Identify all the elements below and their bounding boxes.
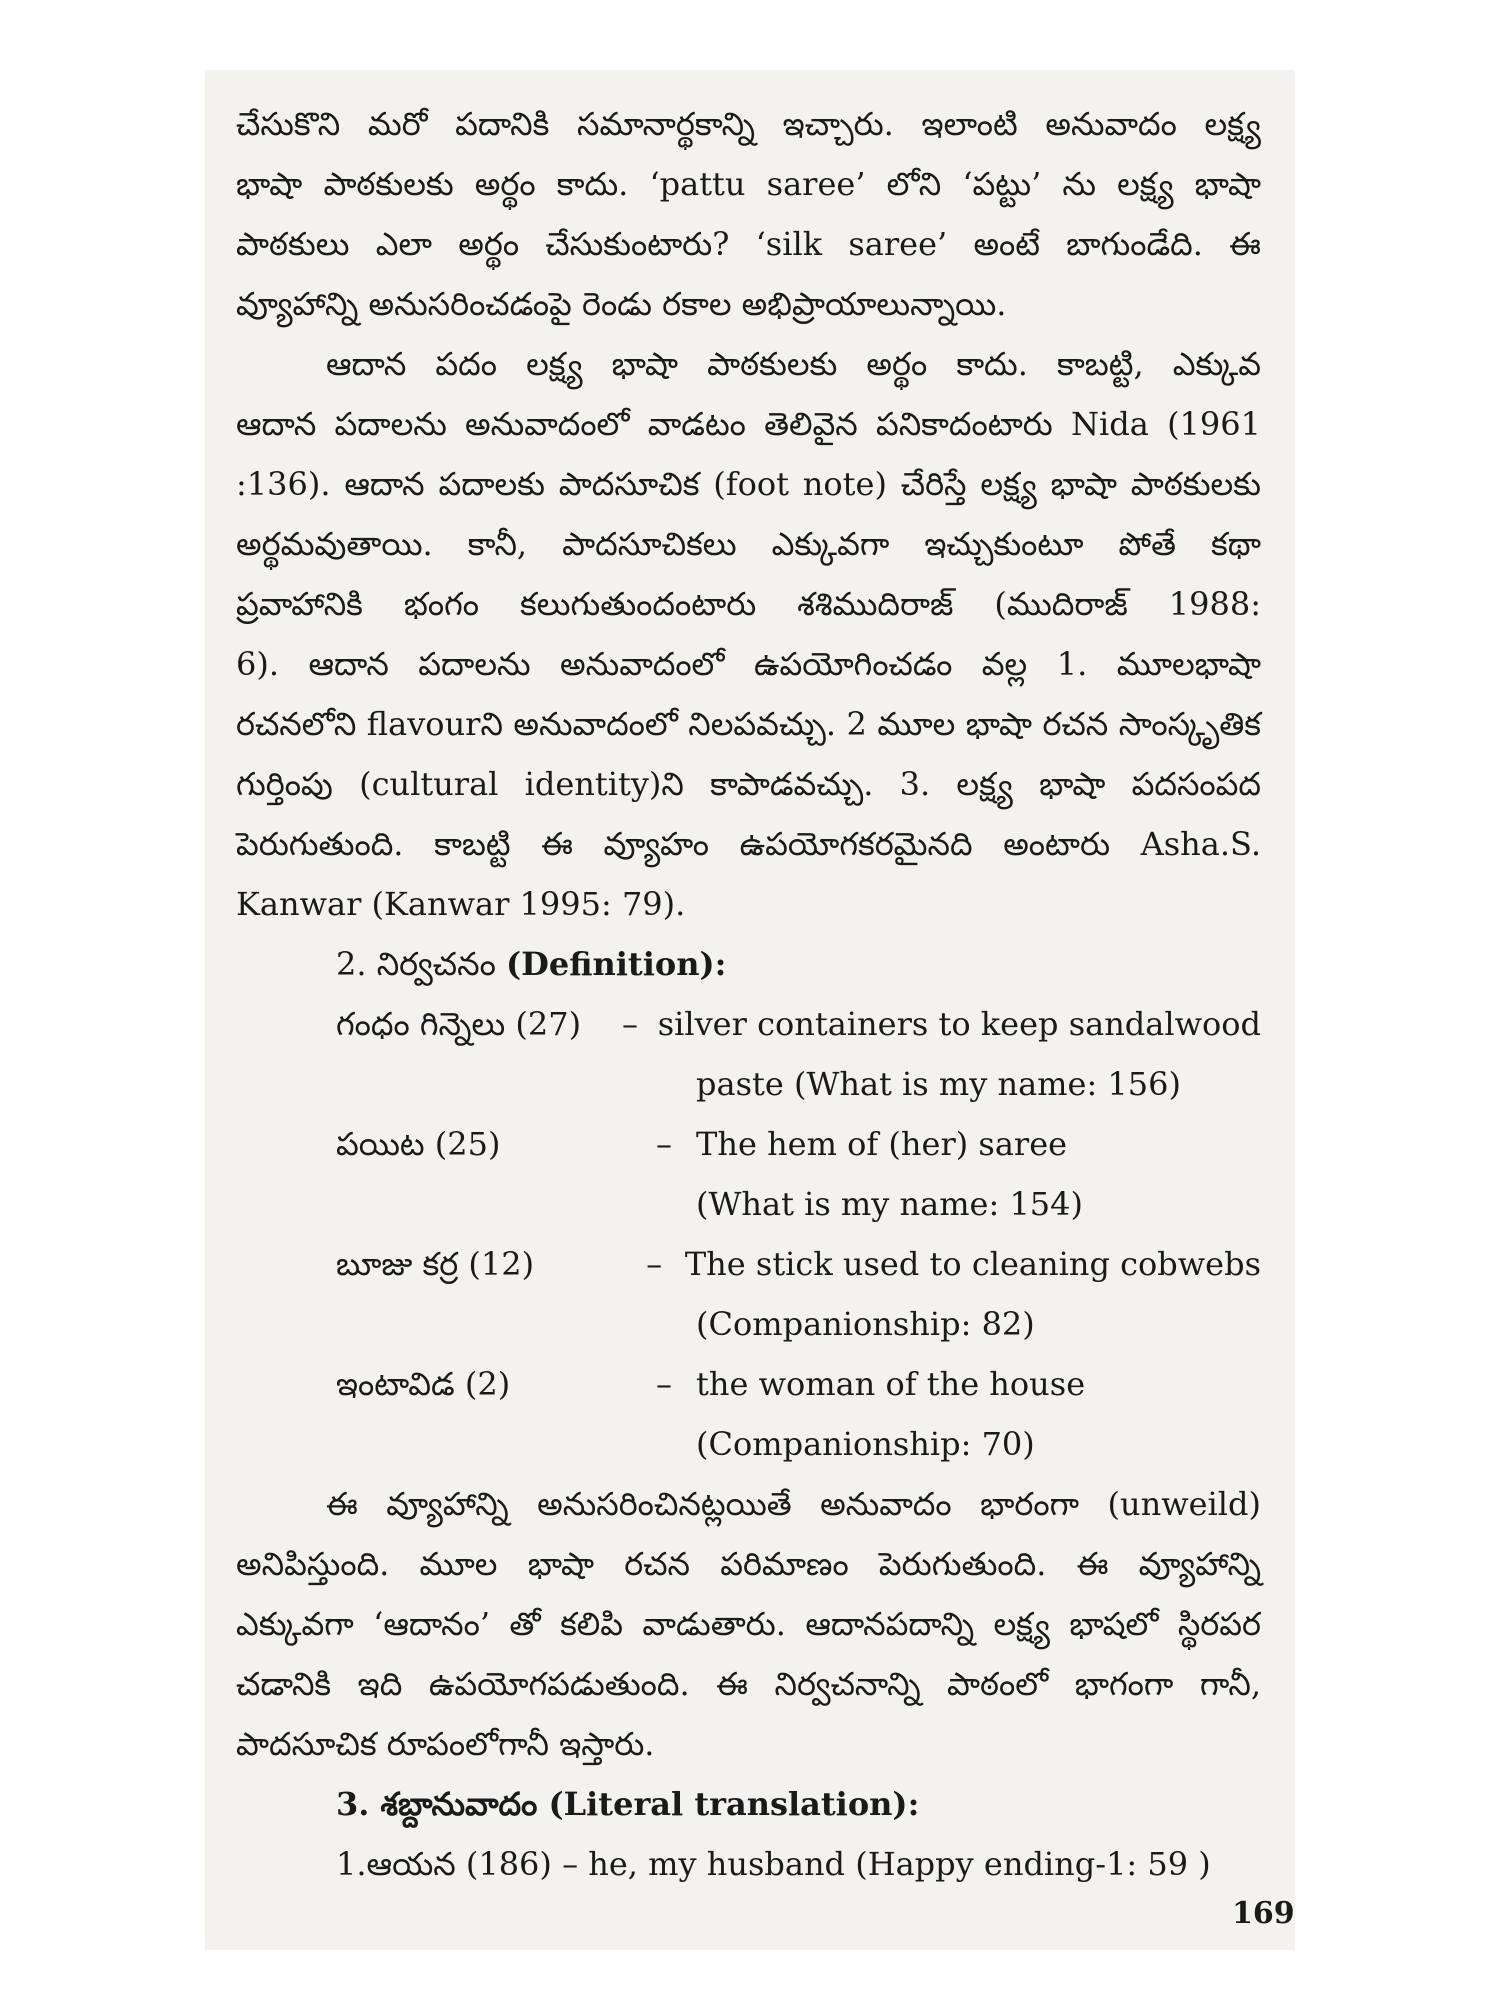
definition-item <box>236 994 1261 1114</box>
definition-dash: – <box>656 1365 672 1403</box>
text-line: రచనలోని flavourని అనువాదంలో నిలపవచ్చు. 2 మూల భాషా రచన సాంస్కృతిక <box>236 705 1261 743</box>
definition-source: (Companionship: 70) <box>696 1425 1035 1463</box>
definition-dash: – <box>621 1005 638 1043</box>
definition-gloss: silver containers to keep sandalwood <box>657 1005 1261 1043</box>
paragraph-3 <box>236 1474 1261 1774</box>
definition-dash: – <box>646 1245 663 1283</box>
literal-dash: – <box>562 1845 579 1883</box>
definition-dash: – <box>656 1125 672 1163</box>
section-number: 2. <box>336 945 367 983</box>
definition-term: గంధం గిన్నెలు (27) <box>336 1005 582 1043</box>
definition-term: బూజు కర్ర (12) <box>336 1245 535 1283</box>
definition-item <box>236 1234 1261 1354</box>
page-body <box>236 94 1261 1894</box>
text-line: గుర్తింపు (cultural identity)ని కాపాడవచ్చు. 3. లక్ష్య భాషా పదసంపద <box>236 765 1261 803</box>
section-number: 3. <box>336 1785 370 1823</box>
literal-gloss: he, my husband (Happy ending-1: 59 ) <box>588 1845 1211 1883</box>
definition-item <box>236 1114 1261 1234</box>
text-line: ఆదాన పదం లక్ష్య భాషా పాఠకులకు అర్థం కాదు. కాబట్టి, ఎక్కువ <box>326 345 1261 383</box>
definition-gloss: The hem of (her) saree <box>696 1125 1068 1163</box>
definition-source: (Companionship: 82) <box>696 1305 1035 1343</box>
definition-gloss: The stick used to cleaning cobwebs <box>684 1245 1261 1283</box>
text-line: ఆదాన పదాలను అనువాదంలో వాడటం తెలివైన పనికాదంటారు Nida (1961 <box>236 405 1261 443</box>
definition-list <box>236 994 1261 1474</box>
paragraph-2 <box>236 334 1261 934</box>
text-line: వ్యూహాన్ని అనుసరించడంపై రెండు రకాల అభిప్రాయాలున్నాయి. <box>236 285 1007 323</box>
page-number: 169 <box>1232 1896 1295 1931</box>
definition-term: ఇంటావిడ (2) <box>336 1365 511 1403</box>
text-line: అనిపిస్తుంది. మూల భాషా రచన పరిమాణం పెరుగుతుంది. ఈ వ్యూహాన్ని <box>236 1545 1261 1583</box>
text-line: పాదసూచిక రూపంలోగానీ ఇస్తారు. <box>236 1725 655 1763</box>
section-3-heading <box>336 1774 1261 1834</box>
text-line: పెరుగుతుంది. కాబట్టి ఈ వ్యూహం ఉపయోగకరమైనది అంటారు Asha.S. <box>236 825 1261 863</box>
section-2-heading <box>336 934 1261 994</box>
section-title-english: (Definition): <box>505 945 727 983</box>
section-title-english: (Literal translation): <box>548 1785 920 1823</box>
definition-gloss: the woman of the house <box>696 1365 1086 1403</box>
text-line: ఈ వ్యూహాన్ని అనుసరించినట్లయితే అనువాదం భారంగా (unweild) <box>326 1485 1261 1523</box>
definition-item <box>236 1354 1261 1474</box>
section-title-telugu: నిర్వచనం <box>376 945 496 983</box>
literal-translation-item <box>336 1834 1261 1894</box>
paragraph-1 <box>236 94 1261 334</box>
text-line: చడానికి ఇది ఉపయోగపడుతుంది. ఈ నిర్వచనాన్ని పాఠంలో భాగంగా గానీ, <box>236 1665 1261 1703</box>
literal-term: 1.ఆయన (186) <box>336 1845 552 1883</box>
text-line: ప్రవాహానికి భంగం కలుగుతుందంటారు శశిముదిరాజ్ (ముదిరాజ్ 1988: <box>236 585 1261 623</box>
text-line: పాఠకులు ఎలా అర్థం చేసుకుంటారు? ‘silk saree’ అంటే బాగుండేది. ఈ <box>236 225 1261 263</box>
definition-source: paste (What is my name: 156) <box>696 1065 1181 1103</box>
definition-source: (What is my name: 154) <box>696 1185 1083 1223</box>
definition-term: పయిట (25) <box>336 1125 501 1163</box>
section-title-telugu: శబ్దానువాదం <box>380 1785 538 1823</box>
text-line: ఎక్కువగా ‘ఆదానం’ తో కలిపి వాడుతారు. ఆదానపదాన్ని లక్ష్య భాషలో స్థిరపర <box>236 1605 1261 1643</box>
text-line: Kanwar (Kanwar 1995: 79). <box>236 885 686 923</box>
text-line: చేసుకొని మరో పదానికి సమానార్థకాన్ని ఇచ్చారు. ఇలాంటి అనువాదం లక్ష్య <box>236 105 1261 143</box>
text-line: 6). ఆదాన పదాలను అనువాదంలో ఉపయోగించడం వల్ల 1. మూలభాషా <box>236 645 1261 683</box>
text-line: అర్థమవుతాయి. కానీ, పాదసూచికలు ఎక్కువగా ఇచ్చుకుంటూ పోతే కథా <box>236 525 1261 563</box>
text-line: :136). ఆదాన పదాలకు పాదసూచిక (foot note) చేరిస్తే లక్ష్య భాషా పాఠకులకు <box>236 465 1261 503</box>
text-line: భాషా పాఠకులకు అర్థం కాదు. ‘pattu saree’ లోని ‘పట్టు’ ను లక్ష్య భాషా <box>236 165 1261 203</box>
